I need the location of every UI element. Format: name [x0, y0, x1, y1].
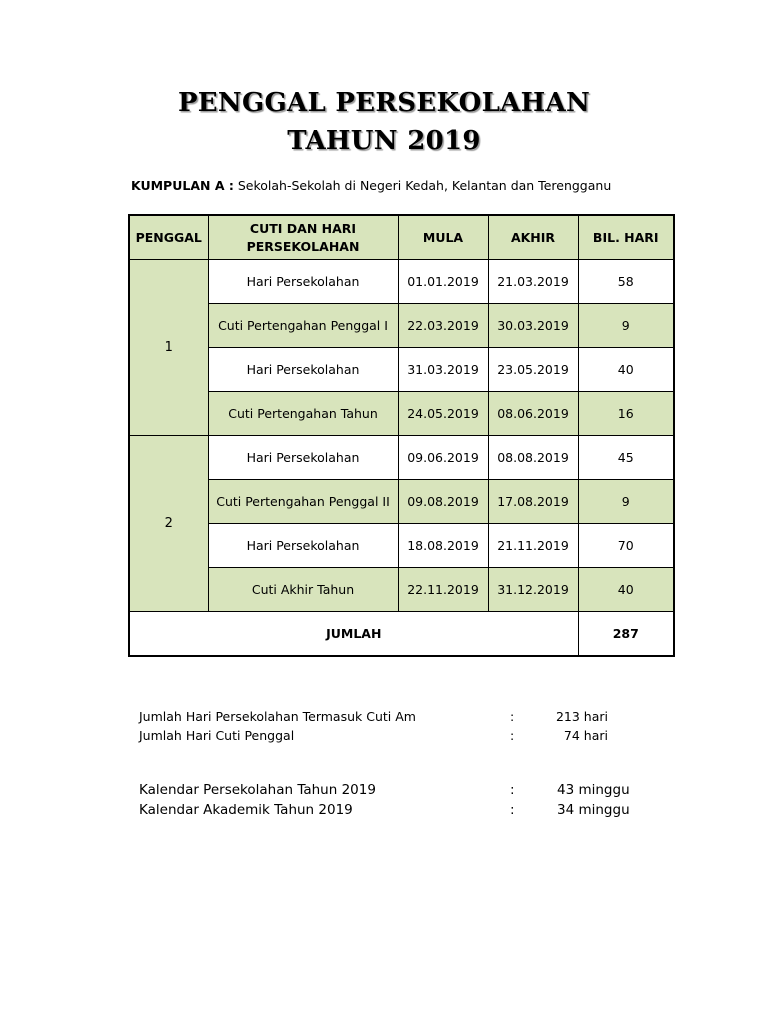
header-cuti: CUTI DAN HARI PERSEKOLAHAN	[208, 215, 398, 260]
row-label: Hari Persekolahan	[208, 524, 398, 568]
row-mula: 01.01.2019	[398, 260, 488, 304]
summary-value: 213 hari	[555, 709, 608, 724]
row-label: Cuti Akhir Tahun	[208, 568, 398, 612]
row-label: Hari Persekolahan	[208, 260, 398, 304]
summary-colon: :	[510, 728, 515, 743]
header-bil-hari: BIL. HARI	[578, 215, 674, 260]
row-mula: 18.08.2019	[398, 524, 488, 568]
term-table	[128, 214, 675, 657]
table-row	[129, 436, 674, 480]
row-label: Cuti Pertengahan Penggal I	[208, 304, 398, 348]
table-row	[129, 392, 674, 436]
row-bil: 58	[578, 260, 674, 304]
group-description: Sekolah-Sekolah di Negeri Kedah, Kelantan dan Terengganu	[233, 178, 612, 193]
penggal-cell: 1	[129, 260, 208, 436]
row-label: Hari Persekolahan	[208, 348, 398, 392]
table-row	[129, 304, 674, 348]
header-akhir: AKHIR	[488, 215, 578, 260]
row-bil: 70	[578, 524, 674, 568]
row-mula: 22.03.2019	[398, 304, 488, 348]
header-mula: MULA	[398, 215, 488, 260]
row-mula: 09.06.2019	[398, 436, 488, 480]
summary-label: Jumlah Hari Persekolahan Termasuk Cuti Am	[139, 709, 416, 724]
summary-label: Kalendar Akademik Tahun 2019	[139, 802, 353, 818]
summary-value: 74 hari	[563, 728, 608, 743]
row-label: Cuti Pertengahan Tahun	[208, 392, 398, 436]
table-header-row	[129, 215, 674, 260]
row-akhir: 23.05.2019	[488, 348, 578, 392]
summary-label: Jumlah Hari Cuti Penggal	[139, 728, 295, 743]
row-mula: 24.05.2019	[398, 392, 488, 436]
row-akhir: 21.03.2019	[488, 260, 578, 304]
summary-colon: :	[510, 782, 515, 798]
row-mula: 09.08.2019	[398, 480, 488, 524]
table-row	[129, 524, 674, 568]
row-akhir: 31.12.2019	[488, 568, 578, 612]
table-row	[129, 348, 674, 392]
table-row	[129, 260, 674, 304]
total-row	[129, 612, 674, 657]
row-akhir: 08.08.2019	[488, 436, 578, 480]
row-mula: 31.03.2019	[398, 348, 488, 392]
row-akhir: 08.06.2019	[488, 392, 578, 436]
row-mula: 22.11.2019	[398, 568, 488, 612]
summary-label: Kalendar Persekolahan Tahun 2019	[139, 782, 376, 798]
row-label: Hari Persekolahan	[208, 436, 398, 480]
row-bil: 9	[578, 304, 674, 348]
row-bil: 9	[578, 480, 674, 524]
row-akhir: 21.11.2019	[488, 524, 578, 568]
row-bil: 40	[578, 348, 674, 392]
summary-value: 43 minggu	[557, 782, 630, 798]
summary-colon: :	[510, 802, 515, 818]
row-akhir: 30.03.2019	[488, 304, 578, 348]
page-title-line2: TAHUN 2019	[287, 126, 481, 156]
row-akhir: 17.08.2019	[488, 480, 578, 524]
row-label: Cuti Pertengahan Penggal II	[208, 480, 398, 524]
penggal-cell: 2	[129, 436, 208, 612]
summary-colon: :	[510, 709, 515, 724]
group-subtitle	[131, 178, 611, 193]
table-row	[129, 568, 674, 612]
header-penggal: PENGGAL	[129, 215, 208, 260]
table-row	[129, 480, 674, 524]
total-value: 287	[578, 612, 674, 657]
row-bil: 16	[578, 392, 674, 436]
row-bil: 45	[578, 436, 674, 480]
group-label: KUMPULAN A :	[131, 178, 234, 193]
summary-value: 34 minggu	[557, 802, 630, 818]
page-title-line1: PENGGAL PERSEKOLAHAN	[177, 88, 591, 118]
total-label: JUMLAH	[129, 612, 578, 657]
row-bil: 40	[578, 568, 674, 612]
